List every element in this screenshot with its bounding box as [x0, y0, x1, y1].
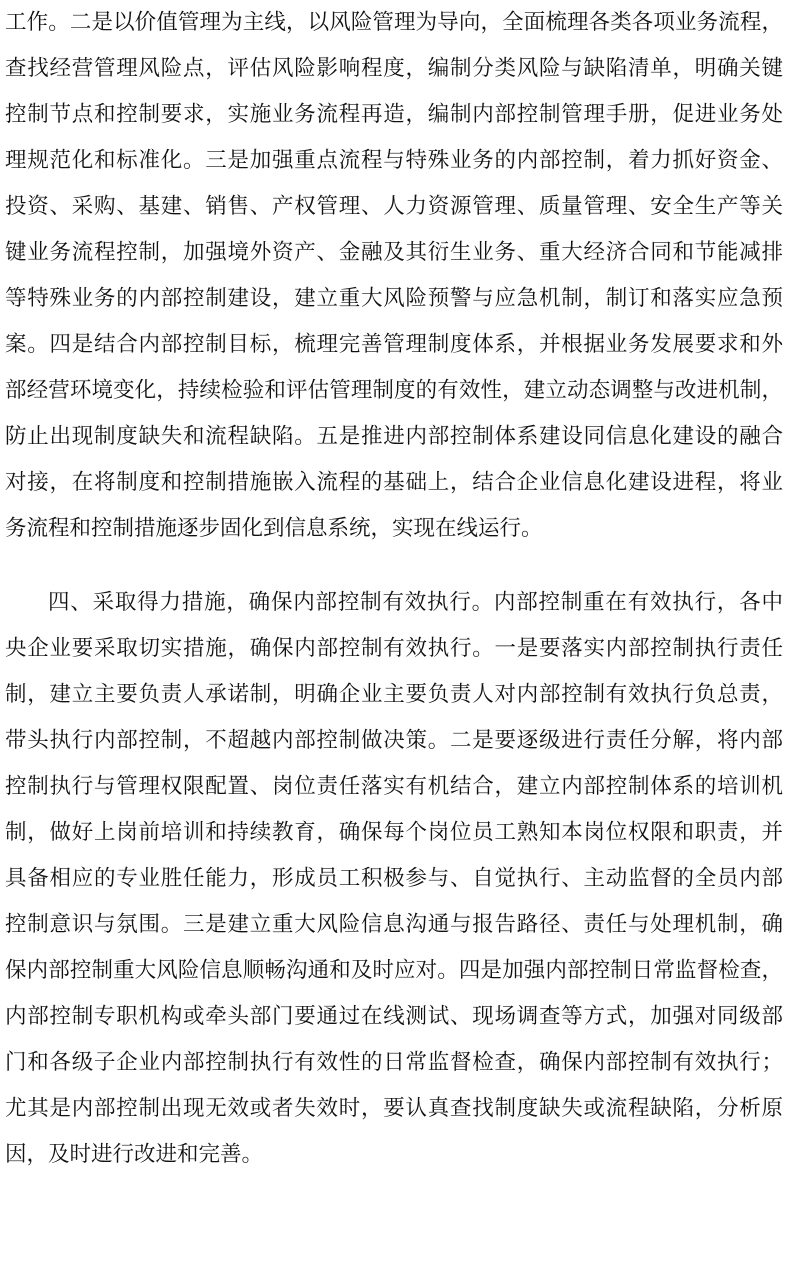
- text-line: 对接，在将制度和控制措施嵌入流程的基础上，结合企业信息化建设进程，将业: [5, 470, 783, 495]
- text-line: 保内部控制重大风险信息顺畅沟通和及时应对。四是加强内部控制日常监督检查，: [5, 958, 783, 983]
- text-line: 控制节点和控制要求，实施业务流程再造，编制内部控制管理手册，促进业务处: [5, 102, 783, 127]
- text-line: 门和各级子企业内部控制执行有效性的日常监督检查，确保内部控制有效执行；: [5, 1050, 783, 1075]
- text-line: 控制执行与管理权限配置、岗位责任落实有机结合，建立内部控制体系的培训机: [5, 774, 783, 799]
- text-line: 案。四是结合内部控制目标，梳理完善管理制度体系，并根据业务发展要求和外: [5, 332, 783, 357]
- text-line: 制，做好上岗前培训和持续教育，确保每个岗位员工熟知本岗位权限和职责，并: [5, 820, 783, 845]
- text-line: 务流程和控制措施逐步固化到信息系统，实现在线运行。: [5, 516, 543, 541]
- text-line: 部经营环境变化，持续检验和评估管理制度的有效性，建立动态调整与改进机制，: [5, 378, 783, 403]
- text-line: 尤其是内部控制出现无效或者失效时，要认真查找制度缺失或流程缺陷，分析原: [5, 1096, 783, 1121]
- text-line: 键业务流程控制，加强境外资产、金融及其衍生业务、重大经济合同和节能减排: [5, 240, 783, 265]
- paragraph-heading-line: 四、采取得力措施，确保内部控制有效执行。内部控制重在有效执行，各中: [48, 590, 783, 615]
- text-line: 带头执行内部控制，不超越内部控制做决策。二是要逐级进行责任分解，将内部: [5, 728, 783, 753]
- text-line: 因，及时进行改进和完善。: [5, 1142, 264, 1167]
- text-line: 内部控制专职机构或牵头部门要通过在线测试、现场调查等方式，加强对同级部: [5, 1004, 783, 1029]
- text-line: 控制意识与氛围。三是建立重大风险信息沟通与报告路径、责任与处理机制，确: [5, 912, 783, 937]
- text-line: 等特殊业务的内部控制建设，建立重大风险预警与应急机制，制订和落实应急预: [5, 286, 783, 311]
- text-line: 制，建立主要负责人承诺制，明确企业主要负责人对内部控制有效执行负总责，: [5, 682, 783, 707]
- text-line: 投资、采购、基建、销售、产权管理、人力资源管理、质量管理、安全生产等关: [5, 194, 783, 219]
- text-line: 具备相应的专业胜任能力，形成员工积极参与、自觉执行、主动监督的全员内部: [5, 866, 783, 891]
- text-line: 央企业要采取切实措施，确保内部控制有效执行。一是要落实内部控制执行责任: [5, 636, 783, 661]
- text-line: 防止出现制度缺失和流程缺陷。五是推进内部控制体系建设同信息化建设的融合: [5, 424, 783, 449]
- text-line: 工作。二是以价值管理为主线，以风险管理为导向，全面梳理各类各项业务流程，: [5, 10, 783, 35]
- text-line: 查找经营管理风险点，评估风险影响程度，编制分类风险与缺陷清单，明确关键: [5, 56, 783, 81]
- text-line: 理规范化和标准化。三是加强重点流程与特殊业务的内部控制，着力抓好资金、: [5, 148, 783, 173]
